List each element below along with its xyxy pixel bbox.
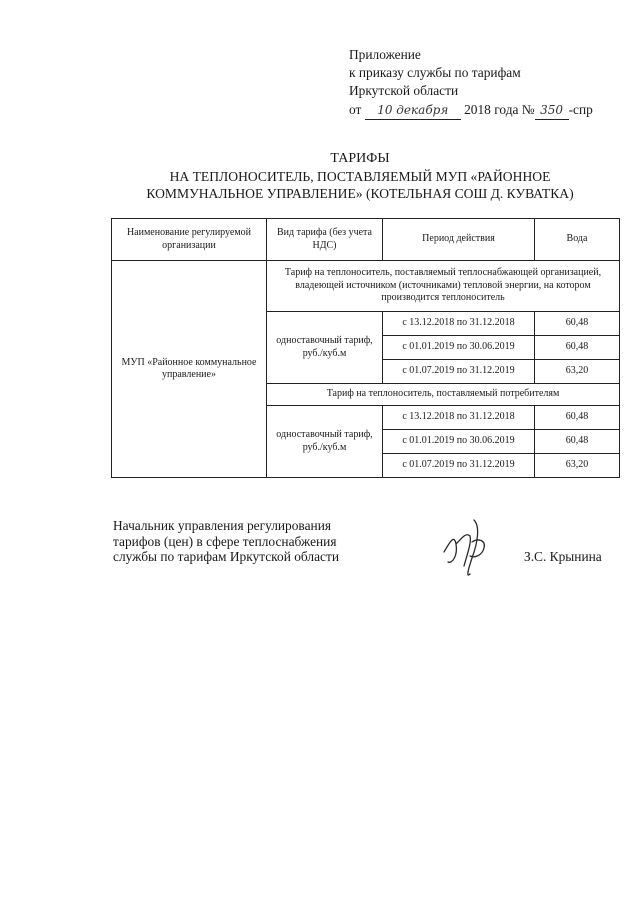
appendix-line-1: Приложение <box>349 47 421 62</box>
document-title <box>60 150 640 203</box>
value-cell: 60,48 <box>535 312 620 336</box>
value-cell: 60,48 <box>535 336 620 360</box>
handwritten-date: 10 декабря <box>365 101 461 120</box>
value-cell: 63,20 <box>535 360 620 384</box>
period-cell: с 01.01.2019 по 30.06.2019 <box>383 430 535 454</box>
section-2-title: Тариф на теплоноситель, поставляемый потребителям <box>267 384 620 406</box>
number-suffix: -спр <box>568 101 593 117</box>
value-cell: 60,48 <box>535 430 620 454</box>
period-cell: с 01.01.2019 по 30.06.2019 <box>383 336 535 360</box>
title-line-2: НА ТЕПЛОНОСИТЕЛЬ, ПОСТАВЛЯЕМЫЙ МУП «РАЙОННОЕ <box>169 168 551 184</box>
title-line-1: ТАРИФЫ <box>330 151 390 166</box>
handwritten-signature <box>436 512 496 582</box>
table-header-row <box>112 219 620 261</box>
period-cell: с 01.07.2019 по 31.12.2019 <box>383 454 535 478</box>
table-row <box>112 261 620 312</box>
value-cell: 60,48 <box>535 406 620 430</box>
section-1-tariff-type: одноставочный тариф, руб./куб.м <box>267 312 383 384</box>
from-label: от <box>349 101 362 117</box>
section-2-tariff-type: одноставочный тариф, руб./куб.м <box>267 406 383 478</box>
appendix-line-3: Иркутской области <box>349 83 459 99</box>
signatory-name: З.С. Крынина <box>524 549 602 564</box>
header-tariff-type: Вид тарифа (без учета НДС) <box>267 219 383 261</box>
period-cell: с 13.12.2018 по 31.12.2018 <box>383 406 535 430</box>
header-period: Период действия <box>383 219 535 261</box>
signatory-position <box>113 518 339 565</box>
header-water: Вода <box>535 219 620 261</box>
appendix-block <box>349 46 609 120</box>
period-cell: с 01.07.2019 по 31.12.2019 <box>383 360 535 384</box>
signatory-line-1: Начальник управления регулирования <box>113 518 332 533</box>
appendix-line-2: к приказу службы по тарифам <box>349 65 521 81</box>
title-line-3: КОММУНАЛЬНОЕ УПРАВЛЕНИЕ» (КОТЕЛЬНАЯ СОШ Д. КУВАТКА) <box>146 186 574 201</box>
handwritten-number: 350 <box>535 101 569 120</box>
signatory-line-2: тарифов (цен) в сфере теплоснабжения <box>113 533 337 549</box>
value-cell: 63,20 <box>535 454 620 478</box>
year-text: 2018 года № <box>464 101 535 117</box>
header-organization: Наименование регулируемой организации <box>112 219 267 261</box>
tariff-table <box>111 218 620 478</box>
signatory-line-3: службы по тарифам Иркутской области <box>113 549 339 564</box>
period-cell: с 13.12.2018 по 31.12.2018 <box>383 312 535 336</box>
appendix-order-line <box>349 101 609 120</box>
organization-cell: МУП «Районное коммунальное управление» <box>112 261 267 478</box>
section-1-title: Тариф на теплоноситель, поставляемый теплоснабжающей организацией, владеющей источником (источниками) тепловой энергии, на котором производится теплоноситель <box>267 261 620 312</box>
